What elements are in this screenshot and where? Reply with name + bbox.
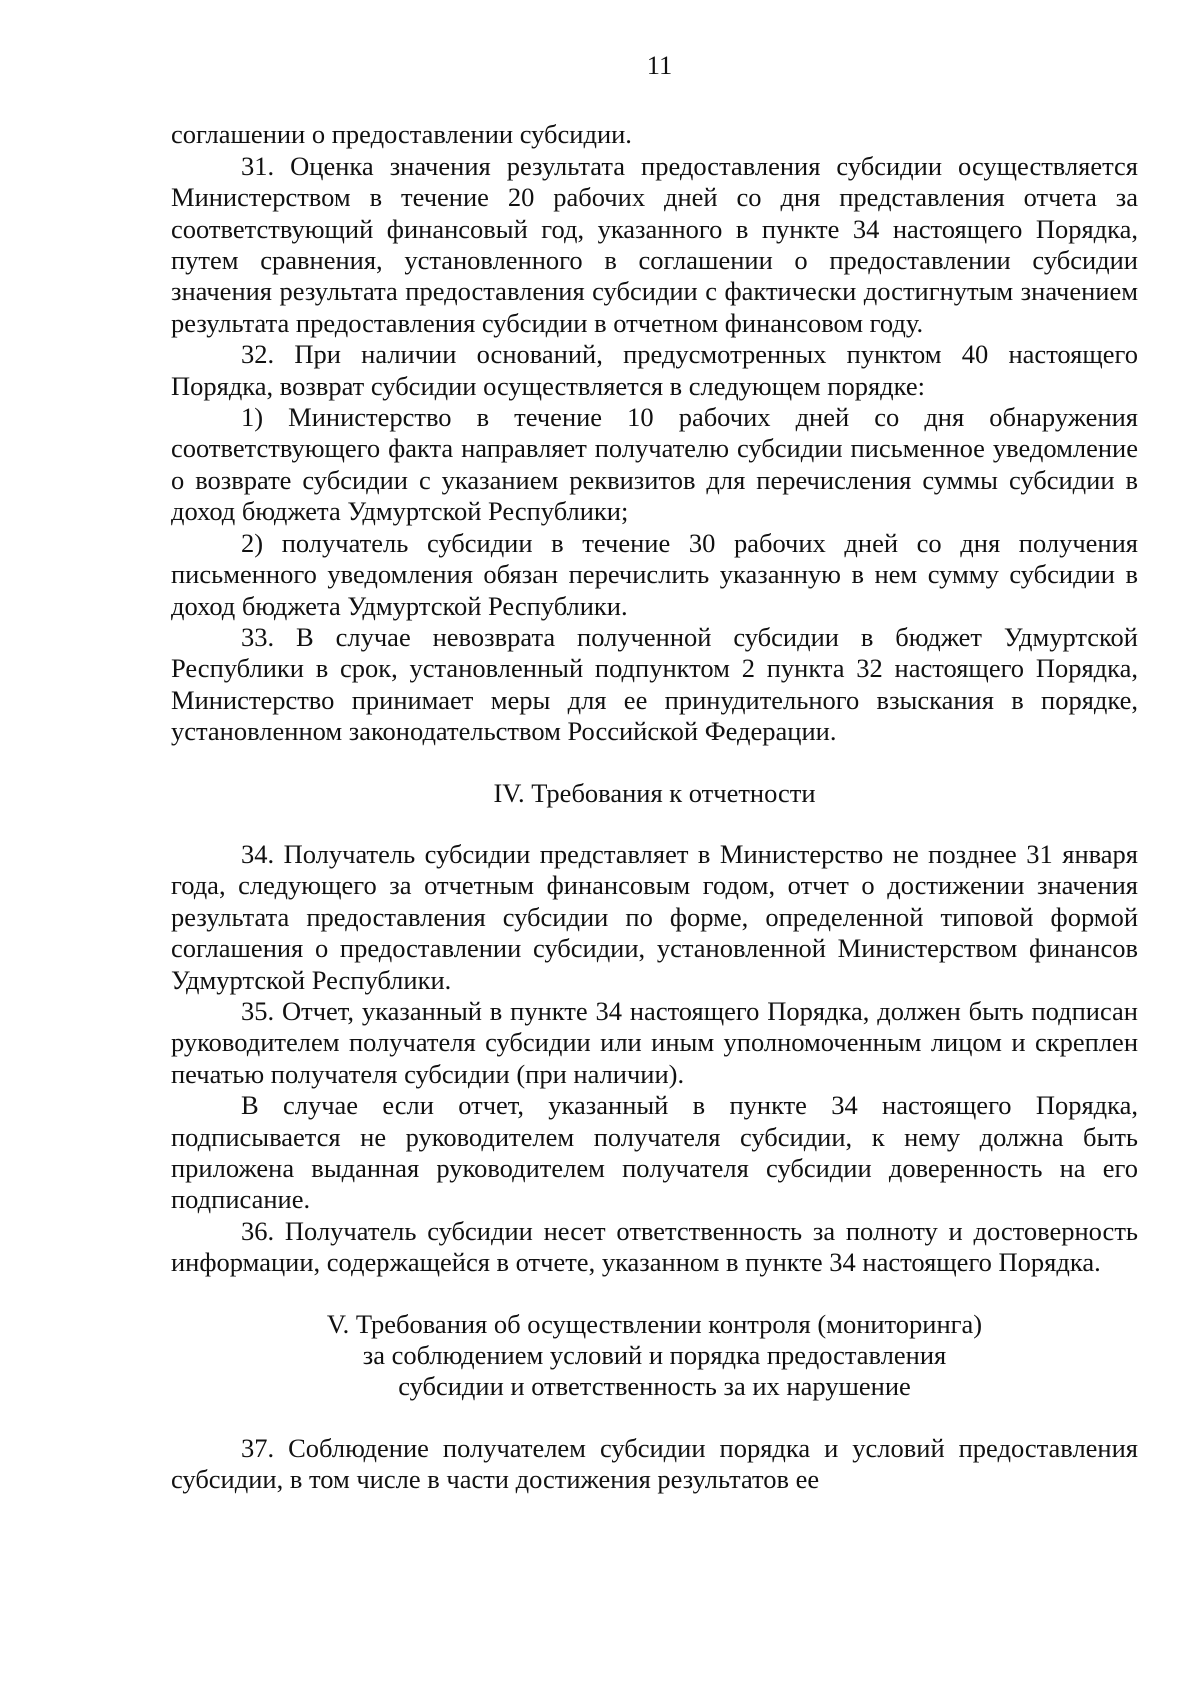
section-heading-v (171, 1309, 1138, 1403)
paragraph-33: 33. В случае невозврата полученной субсидии в бюджет Удмуртской Республики в срок, установленный подпунктом 2 пункта 32 настоящего Порядка, Министерство принимает меры для ее принудительного взыскания в порядке, установленном законодательством Российской Федерации. (171, 621, 1138, 747)
paragraph-36: 36. Получатель субсидии несет ответственность за полноту и достоверность информации, содержащейся в отчете, указанном в пункте 34 настоящего Порядка. (171, 1215, 1138, 1278)
paragraph-32-item-2: 2) получатель субсидии в течение 30 рабочих дней со дня получения письменного уведомления обязан перечислить указанную в нем сумму субсидии в доход бюджета Удмуртской Республики. (171, 527, 1138, 621)
paragraph-35: 35. Отчет, указанный в пункте 34 настоящего Порядка, должен быть подписан руководителем получателя субсидии или иным уполномоченным лицом и скреплен печатью получателя субсидии (при наличии). (171, 995, 1138, 1089)
section-heading-iv: IV. Требования к отчетности (493, 777, 816, 808)
paragraph-31: 31. Оценка значения результата предоставления субсидии осуществляется Министерством в течение 20 рабочих дней со дня представления отчета за соответствующий финансовый год, указанного в пункте 34 настоящего Порядка, путем сравнения, установленного в соглашении о предоставлении субсидии значения результата предоставления субсидии с фактически достигнутым значением результата предоставления субсидии в отчетном финансовом году. (171, 150, 1138, 338)
paragraph-32: 32. При наличии оснований, предусмотренных пунктом 40 настоящего Порядка, возврат субсидии осуществляется в следующем порядке: (171, 339, 1138, 401)
paragraph-37: 37. Соблюдение получателем субсидии порядка и условий предоставления субсидии, в том числе в части достижения результатов ее (171, 1432, 1138, 1495)
paragraph-35-note: В случае если отчет, указанный в пункте 34 настоящего Порядка, подписывается не руководителем получателя субсидии, к нему должна быть приложена выданная руководителем получателя субсидии доверенность на его подписание. (171, 1090, 1138, 1215)
paragraph-34: 34. Получатель субсидии представляет в Министерство не позднее 31 января года, следующего за отчетным финансовым годом, отчет о достижении значения результата предоставления субсидии по форме, определенной типовой формой соглашения о предоставлении субсидии, установленной Министерством финансов Удмуртской Республики. (171, 838, 1138, 995)
paragraph-32-item-1: 1) Министерство в течение 10 рабочих дней со дня обнаружения соответствующего факта направляет получателю субсидии письменное уведомление о возврате субсидии с указанием реквизитов для перечисления суммы субсидии в доход бюджета Удмуртской Республики; (171, 402, 1138, 527)
paragraph-continuation: соглашении о предоставлении субсидии. (171, 119, 632, 150)
page-number: 11 (646, 50, 673, 80)
section-heading-v-line: за соблюдением условий и порядка предоставления (362, 1340, 947, 1371)
section-heading-v-line: V. Требования об осуществлении контроля (мониторинга) (326, 1308, 983, 1339)
section-heading-v-line: субсидии и ответственность за их нарушение (398, 1371, 911, 1402)
